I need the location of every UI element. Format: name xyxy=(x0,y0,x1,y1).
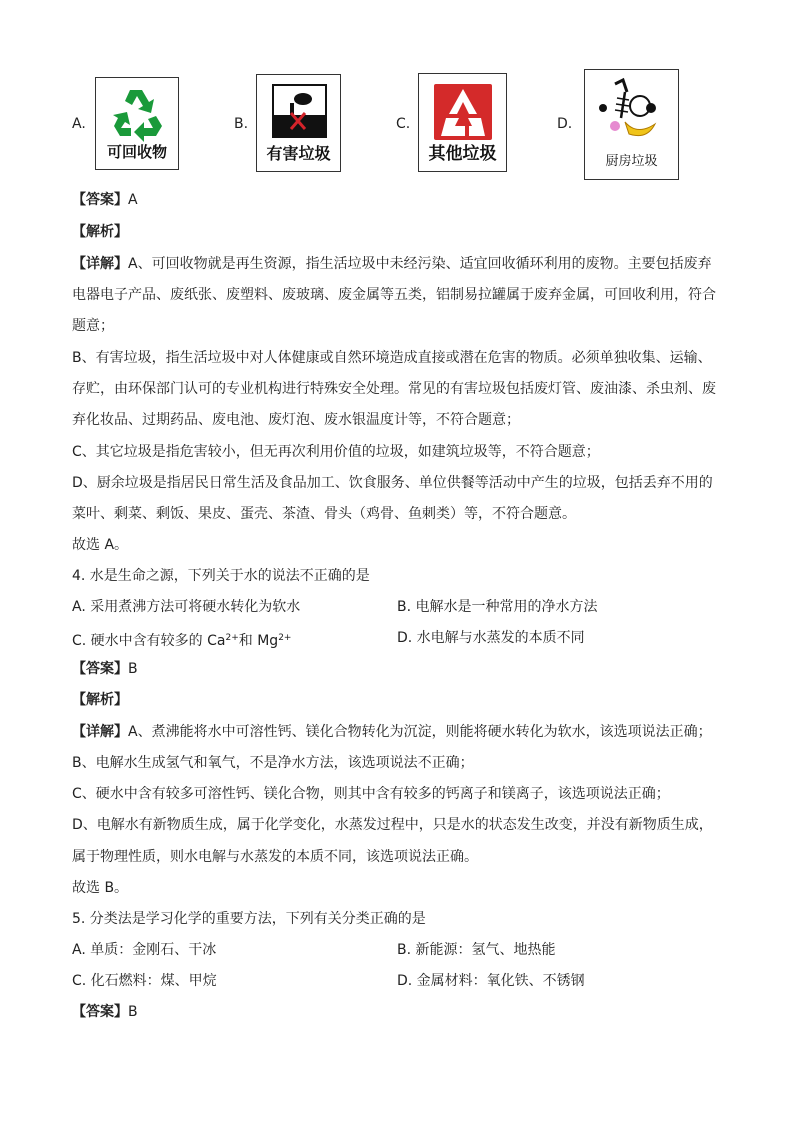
other-waste-icon xyxy=(419,74,508,144)
q5-option-d: D. 金属材料：氧化铁、不锈钢 xyxy=(397,973,585,989)
option-letter-c: C. xyxy=(396,116,411,132)
answer-value: B xyxy=(128,661,138,677)
option-b-label: 有害垃圾 xyxy=(266,144,331,163)
q4-option-c-charge-2: 2+ xyxy=(278,633,292,643)
option-c-label: 其他垃圾 xyxy=(428,144,497,164)
option-letter-a: A. xyxy=(72,116,86,132)
q3-answer-line xyxy=(72,190,138,210)
q3-detail-line-7: C、其它垃圾是指危害较小，但无再次利用价值的垃圾，如建筑垃圾等，不符合题意； xyxy=(72,444,600,460)
answer-value: A xyxy=(128,192,138,208)
detail-tag: 【详解】 xyxy=(72,724,128,740)
q3-detail-line-5: 存贮，由环保部门认可的专业机构进行特殊安全处理。常见的有害垃圾包括废灯管、废油漆、杀虫剂、废 xyxy=(72,381,716,397)
q3-detail-line-1 xyxy=(72,254,712,274)
q3-detail-line-9: 菜叶、剩菜、剩饭、果皮、蛋壳、茶渣、骨头（鸡骨、鱼刺类）等，不符合题意。 xyxy=(72,506,576,522)
option-b-image xyxy=(256,74,341,172)
q5-option-b: B. 新能源：氢气、地热能 xyxy=(397,942,556,958)
kitchen-waste-icon xyxy=(585,70,680,150)
option-d-label: 厨房垃圾 xyxy=(605,154,658,169)
q4-detail-line-4: D、电解水有新物质生成，属于化学变化，水蒸发过程中，只是水的状态发生改变，并没有新物质生成， xyxy=(72,817,713,833)
q3-conclusion: 故选 A。 xyxy=(72,537,129,553)
q5-option-a: A. 单质：金刚石、干冰 xyxy=(72,942,217,958)
q4-stem: 4. 水是生命之源，下列关于水的说法不正确的是 xyxy=(72,568,370,584)
option-c-image xyxy=(418,73,507,172)
answer-tag: 【答案】 xyxy=(72,1004,128,1020)
q3-detail-line-2: 电器电子产品、废纸张、废塑料、废玻璃、废金属等五类，铝制易拉罐属于废弃金属，可回收利用，符合 xyxy=(72,287,716,303)
q4-option-a: A. 采用煮沸方法可将硬水转化为软水 xyxy=(72,599,301,615)
option-a-image xyxy=(95,77,179,170)
q4-detail-line-1 xyxy=(72,722,712,742)
q4-option-b: B. 电解水是一种常用的净水方法 xyxy=(397,599,598,615)
q4-detail-line-3: C、硬水中含有较多可溶性钙、镁化合物，则其中含有较多的钙离子和镁离子，该选项说法正确； xyxy=(72,786,670,802)
option-d-image xyxy=(584,69,679,180)
q3-detail-line-6: 弃化妆品、过期药品、废电池、废灯泡、废水银温度计等，不符合题意； xyxy=(72,412,520,428)
q4-option-c-mid: 和 Mg xyxy=(238,633,279,649)
answer-tag: 【答案】 xyxy=(72,661,128,677)
q4-option-d: D. 水电解与水蒸发的本质不同 xyxy=(397,630,585,646)
q3-detail-line-8: D、厨余垃圾是指居民日常生活及食品加工、饮食服务、单位供餐等活动中产生的垃圾，包括丢弃不用的 xyxy=(72,475,713,491)
q5-stem: 5. 分类法是学习化学的重要方法，下列有关分类正确的是 xyxy=(72,911,426,927)
q4-detail-line-2: B、电解水生成氢气和氧气，不是净水方法，该选项说法不正确； xyxy=(72,755,474,771)
q4-analysis-tag: 【解析】 xyxy=(72,692,128,708)
q5-answer-line xyxy=(72,1002,138,1022)
detail-text: A、煮沸能将水中可溶性钙、镁化合物转化为沉淀，则能将硬水转化为软水，该选项说法正确； xyxy=(128,724,712,740)
detail-text: A、可回收物就是再生资源，指生活垃圾中未经污染、适宜回收循环利用的废物。主要包括废弃 xyxy=(128,256,712,272)
q4-conclusion: 故选 B。 xyxy=(72,880,129,896)
option-letter-b: B. xyxy=(234,116,249,132)
option-letter-d: D. xyxy=(557,116,573,132)
recycle-icon xyxy=(96,78,180,148)
q3-detail-line-3: 题意； xyxy=(72,318,114,334)
answer-value: B xyxy=(128,1004,138,1020)
q3-analysis-tag: 【解析】 xyxy=(72,224,128,240)
q4-detail-line-5: 属于物理性质，则水电解与水蒸发的本质不同，该选项说法正确。 xyxy=(72,849,478,865)
q4-answer-line xyxy=(72,659,138,679)
q5-option-c: C. 化石燃料：煤、甲烷 xyxy=(72,973,217,989)
q4-option-c-charge-1: 2+ xyxy=(225,633,239,643)
answer-tag: 【答案】 xyxy=(72,192,128,208)
detail-tag: 【详解】 xyxy=(72,256,128,272)
q4-option-c xyxy=(72,628,291,651)
hazardous-bin-icon xyxy=(257,75,342,145)
q3-detail-line-4: B、有害垃圾，指生活垃圾中对人体健康或自然环境造成直接或潜在危害的物质。必须单独收集、运输、 xyxy=(72,350,712,366)
q4-option-c-text: C. 硬水中含有较多的 Ca xyxy=(72,633,226,649)
option-a-label: 可回收物 xyxy=(106,143,167,161)
